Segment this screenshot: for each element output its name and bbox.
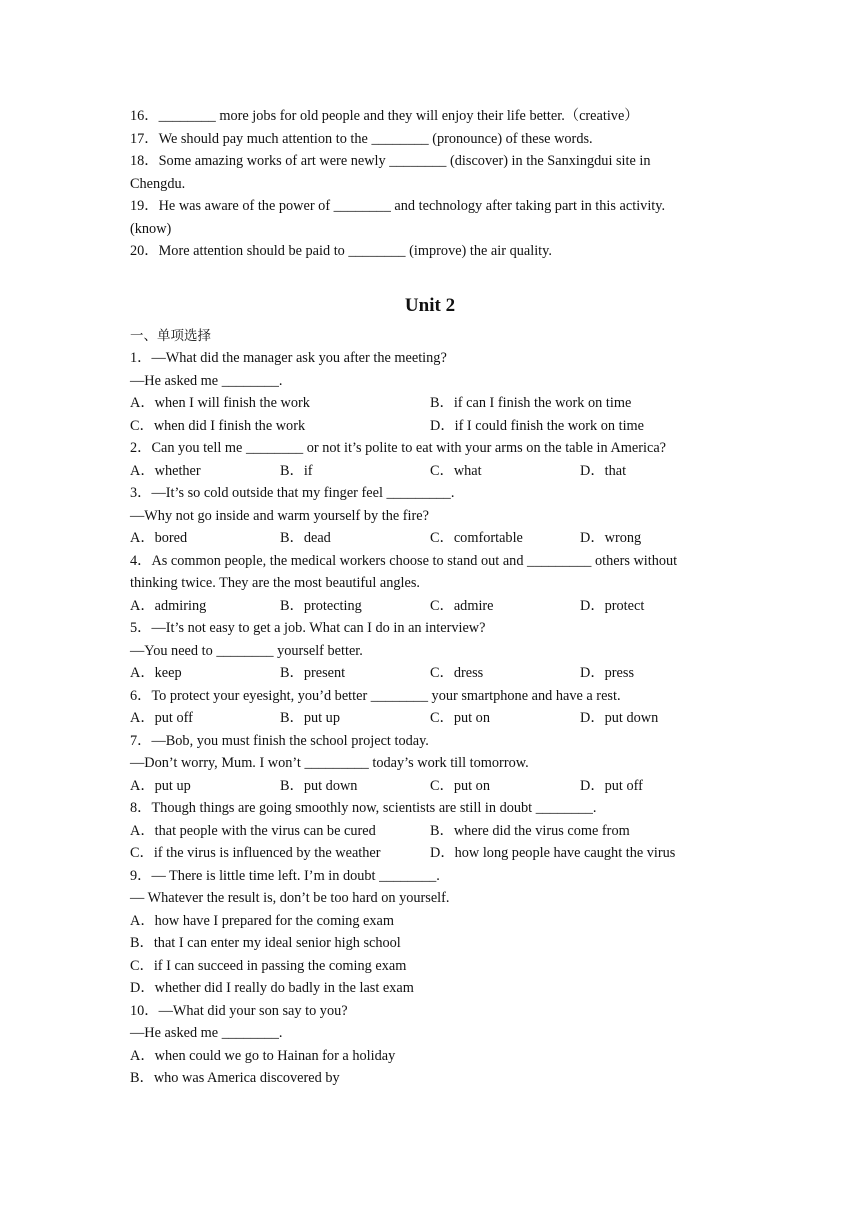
question-dialogue-line: — Whatever the result is, don’t be too hard on yourself.: [130, 890, 450, 906]
question-dialogue-line: —You need to ________ yourself better.: [130, 642, 363, 659]
answer-option: A．bored: [130, 530, 188, 546]
answer-option: D．that: [580, 462, 627, 479]
option-row: [130, 662, 730, 685]
question-item: [130, 797, 730, 865]
question-item: [130, 730, 730, 798]
answer-option: A．that people with the virus can be cured: [130, 822, 376, 839]
answer-option: B．who was America discovered by: [130, 1070, 340, 1086]
question-stem: 5．—It’s not easy to get a job. What can I do in an interview?: [130, 620, 486, 636]
option-row: [130, 977, 730, 1000]
answer-option: B．put up: [280, 710, 340, 726]
exercise-line: 17．We should pay much attention to the ________ (pronounce) of these words.: [130, 130, 593, 147]
option-row: [130, 415, 730, 438]
question-stem: 9．— There is little time left. I’m in doubt ________.: [130, 867, 440, 884]
question-stem: 2．Can you tell me ________ or not it’s polite to eat with your arms on the table in America?: [130, 440, 667, 456]
answer-option: D．put off: [580, 777, 643, 794]
answer-option: A．how have I prepared for the coming exam: [130, 912, 394, 929]
exercise-line: (know): [130, 220, 172, 237]
answer-option: C．what: [430, 462, 482, 479]
question-stem: 6．To protect your eyesight, you’d better ________ your smartphone and have a rest.: [130, 687, 621, 704]
exercise-line: 20．More attention should be paid to ________ (improve) the air quality.: [130, 243, 552, 259]
question-item: [130, 1000, 730, 1090]
answer-option: C．put on: [430, 710, 490, 726]
answer-option: A．whether: [130, 462, 201, 479]
answer-option: B．protecting: [280, 597, 362, 614]
option-row: [130, 1045, 730, 1068]
answer-option: D．protect: [580, 597, 645, 614]
question-list: [130, 347, 730, 1090]
question-item: [130, 617, 730, 685]
question-stem: 10．—What did your son say to you?: [130, 1002, 348, 1019]
answer-option: A．keep: [130, 665, 182, 681]
option-row: [130, 932, 730, 955]
answer-option: C．if I can succeed in passing the coming exam: [130, 957, 407, 974]
option-row: [130, 527, 730, 550]
question-dialogue-line: —He asked me ________.: [130, 1025, 283, 1041]
answer-option: C．comfortable: [430, 530, 523, 546]
answer-option: C．if the virus is influenced by the weather: [130, 845, 381, 861]
answer-option: C．put on: [430, 777, 490, 794]
question-item: [130, 347, 730, 437]
question-dialogue-line: —Why not go inside and warm yourself by the fire?: [130, 507, 429, 524]
answer-option: C．when did I finish the work: [130, 417, 306, 434]
previous-exercise-items: [130, 105, 730, 263]
question-item: [130, 865, 730, 1000]
question-stem: 1．—What did the manager ask you after the meeting?: [130, 350, 447, 366]
answer-option: B．where did the virus come from: [430, 822, 630, 839]
question-stem: 7．—Bob, you must finish the school project today.: [130, 732, 429, 749]
answer-option: B．present: [280, 665, 346, 681]
answer-option: C．admire: [430, 597, 494, 614]
question-item: [130, 685, 730, 730]
option-row: [130, 842, 730, 865]
answer-option: B．that I can enter my ideal senior high school: [130, 935, 401, 951]
section-title: 一、单项选择: [130, 327, 211, 344]
question-item: [130, 437, 730, 482]
option-row: [130, 392, 730, 415]
option-row: [130, 820, 730, 843]
answer-option: A．put off: [130, 710, 193, 726]
answer-option: D．whether did I really do badly in the last exam: [130, 980, 414, 996]
option-row: [130, 595, 730, 618]
page-content: [130, 105, 730, 1090]
question-dialogue-line: thinking twice. They are the most beautiful angles.: [130, 575, 420, 591]
question-dialogue-line: —Don’t worry, Mum. I won’t _________ today’s work till tomorrow.: [130, 755, 529, 771]
exercise-line: 19．He was aware of the power of ________ and technology after taking part in this activity.: [130, 198, 666, 214]
answer-option: D．if I could finish the work on time: [430, 417, 645, 434]
option-row: [130, 775, 730, 798]
exercise-line: 16．________ more jobs for old people and they will enjoy their life better.（creative）: [130, 108, 639, 124]
answer-option: D．how long people have caught the virus: [430, 845, 676, 861]
question-dialogue-line: —He asked me ________.: [130, 372, 283, 389]
answer-option: A．when I will finish the work: [130, 395, 310, 411]
answer-option: A．admiring: [130, 597, 207, 614]
option-row: [130, 707, 730, 730]
answer-option: B．if can I finish the work on time: [430, 395, 632, 411]
answer-option: B．dead: [280, 530, 331, 546]
answer-option: C．dress: [430, 665, 484, 681]
exercise-line: 18．Some amazing works of art were newly ________ (discover) in the Sanxingdui site in: [130, 153, 651, 169]
unit-title: Unit 2: [404, 294, 456, 316]
answer-option: D．put down: [580, 710, 659, 726]
question-item: [130, 550, 730, 618]
option-row: [130, 955, 730, 978]
option-row: [130, 460, 730, 483]
answer-option: D．press: [580, 665, 635, 681]
exercise-line: Chengdu.: [130, 175, 186, 192]
option-row: [130, 1067, 730, 1090]
answer-option: A．put up: [130, 777, 191, 794]
answer-option: A．when could we go to Hainan for a holiday: [130, 1047, 396, 1064]
answer-option: D．wrong: [580, 530, 642, 546]
option-row: [130, 910, 730, 933]
question-item: [130, 482, 730, 550]
answer-option: B．put down: [280, 777, 358, 794]
question-stem: 4．As common people, the medical workers choose to stand out and _________ others without: [130, 552, 678, 569]
answer-option: B．if: [280, 462, 313, 479]
question-stem: 8．Though things are going smoothly now, scientists are still in doubt ________.: [130, 800, 597, 816]
question-stem: 3．—It’s so cold outside that my finger feel _________.: [130, 485, 455, 501]
